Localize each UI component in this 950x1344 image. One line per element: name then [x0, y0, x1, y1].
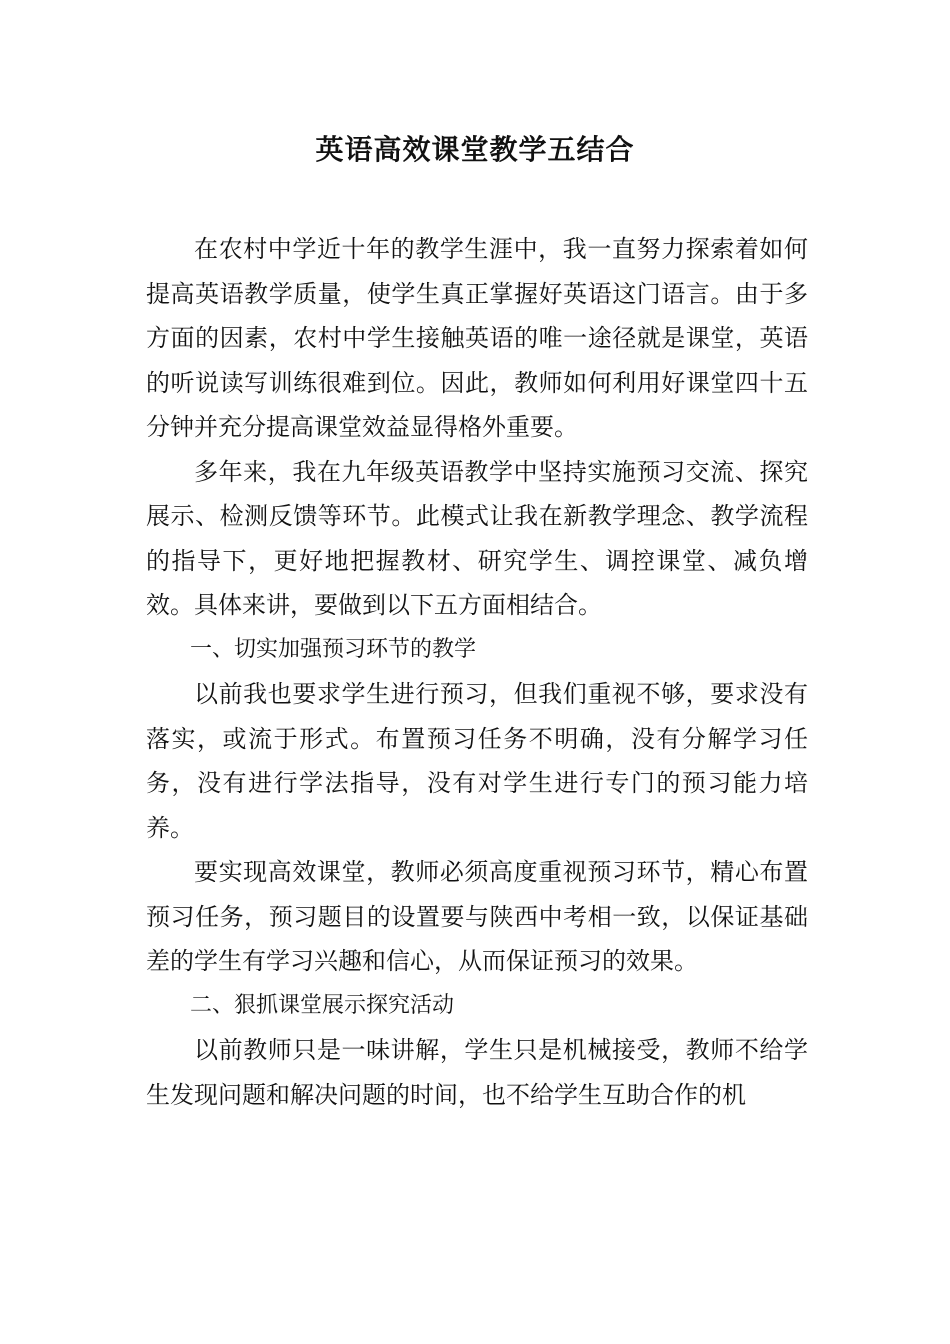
- paragraph-model: 多年来，我在九年级英语教学中坚持实施预习交流、探究展示、检测反馈等环节。此模式让我在新教学理念、教学流程的指导下，更好地把握教材、研究学生、调控课堂、减负增效。具体来讲，要做到以下五方面相结合。: [146, 457, 808, 619]
- section-heading-1: 一、切实加强预习环节的教学: [190, 636, 477, 662]
- section-heading-2: 二、狠抓课堂展示探究活动: [190, 992, 455, 1018]
- paragraph-preview-goal: 要实现高效课堂，教师必须高度重视预习环节，精心布置预习任务，预习题目的设置要与陕西中考相一致，以保证基础差的学生有学习兴趣和信心，从而保证预习的效果。: [146, 858, 808, 975]
- paragraph-explore: 以前教师只是一味讲解，学生只是机械接受，教师不给学生发现问题和解决问题的时间，也不给学生互助合作的机: [146, 1036, 808, 1109]
- document-title: 英语高效课堂教学五结合: [315, 133, 635, 166]
- paragraph-intro: 在农村中学近十年的教学生涯中，我一直努力探索着如何提高英语教学质量，使学生真正掌握好英语这门语言。由于多方面的因素，农村中学生接触英语的唯一途径就是课堂，英语的听说读写训练很难到位。因此，教师如何利用好课堂四十五分钟并充分提高课堂效益显得格外重要。: [146, 235, 808, 441]
- document-body: [146, 227, 808, 1117]
- paragraph-preview-past: 以前我也要求学生进行预习，但我们重视不够，要求没有落实，或流于形式。布置预习任务不明确，没有分解学习任务，没有进行学法指导，没有对学生进行专门的预习能力培养。: [146, 680, 808, 842]
